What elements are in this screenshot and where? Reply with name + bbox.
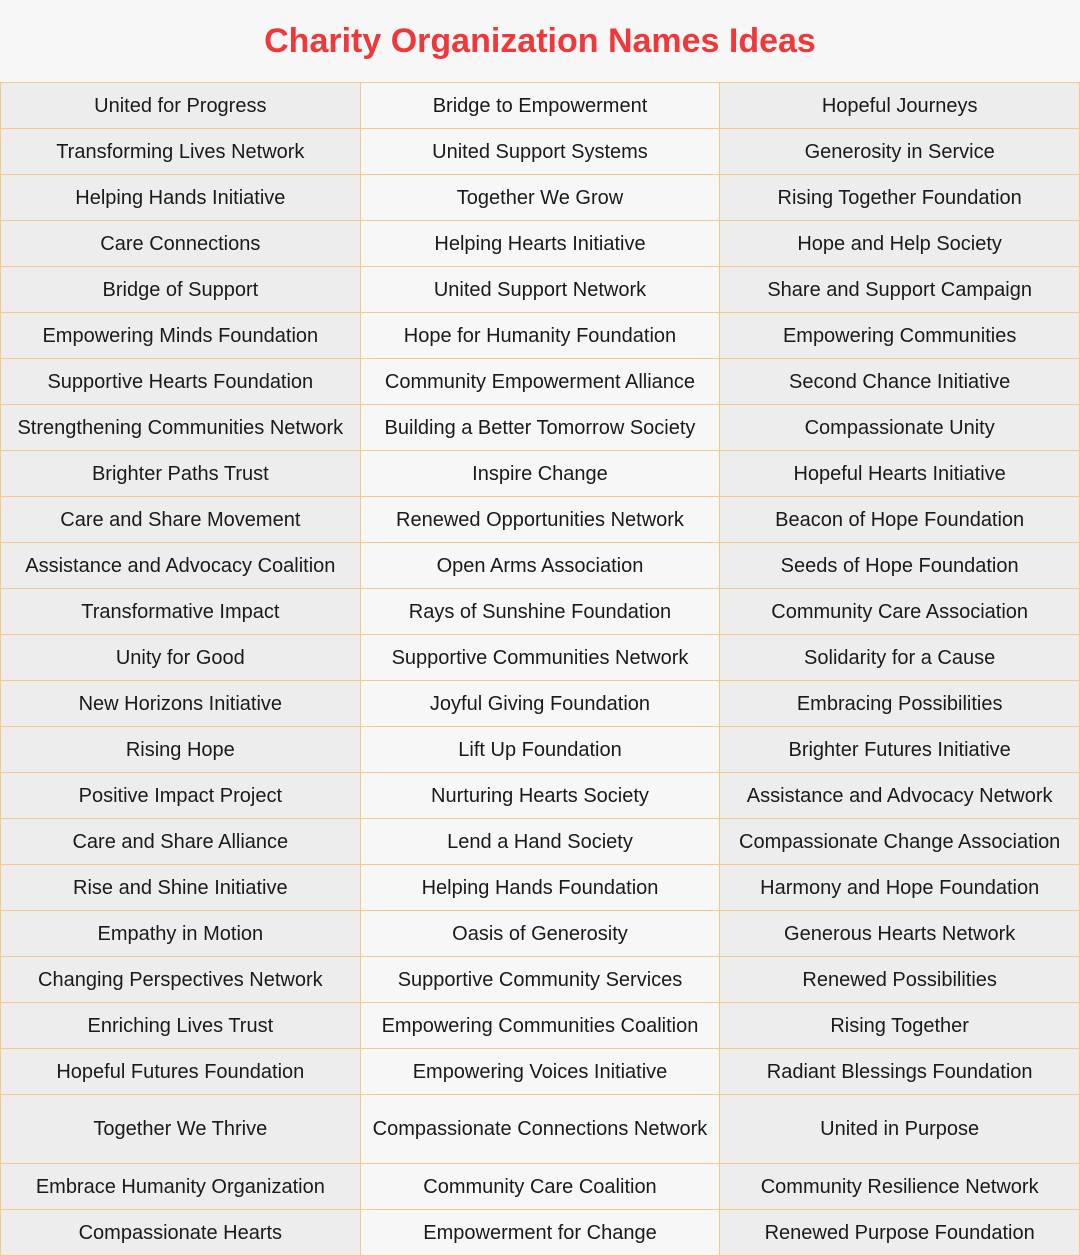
names-table	[0, 82, 1080, 1256]
table-cell: United Support Systems	[360, 129, 720, 175]
table-cell: Renewed Possibilities	[720, 957, 1080, 1003]
table-cell: Together We Thrive	[1, 1095, 361, 1164]
table-cell: Rays of Sunshine Foundation	[360, 589, 720, 635]
table-row	[1, 773, 1080, 819]
table-cell: Care and Share Alliance	[1, 819, 361, 865]
table-row	[1, 635, 1080, 681]
table-cell: Renewed Opportunities Network	[360, 497, 720, 543]
table-cell: Nurturing Hearts Society	[360, 773, 720, 819]
table-row	[1, 175, 1080, 221]
table-row	[1, 405, 1080, 451]
table-cell: Enriching Lives Trust	[1, 1003, 361, 1049]
table-cell: Community Care Association	[720, 589, 1080, 635]
table-cell: United for Progress	[1, 83, 361, 129]
table-cell: Transformative Impact	[1, 589, 361, 635]
table-row	[1, 1049, 1080, 1095]
table-row	[1, 1003, 1080, 1049]
table-cell: Hope and Help Society	[720, 221, 1080, 267]
table-row	[1, 267, 1080, 313]
table-cell: Lift Up Foundation	[360, 727, 720, 773]
table-cell: Lend a Hand Society	[360, 819, 720, 865]
table-row	[1, 957, 1080, 1003]
table-cell: Empowering Minds Foundation	[1, 313, 361, 359]
table-cell: Transforming Lives Network	[1, 129, 361, 175]
table-cell: Assistance and Advocacy Coalition	[1, 543, 361, 589]
table-cell: Solidarity for a Cause	[720, 635, 1080, 681]
table-cell: Empowerment for Change	[360, 1210, 720, 1256]
table-cell: Bridge to Empowerment	[360, 83, 720, 129]
table-cell: Empowering Voices Initiative	[360, 1049, 720, 1095]
table-cell: Rising Hope	[1, 727, 361, 773]
table-cell: Brighter Futures Initiative	[720, 727, 1080, 773]
table-cell: Rise and Shine Initiative	[1, 865, 361, 911]
table-cell: Harmony and Hope Foundation	[720, 865, 1080, 911]
table-cell: Empowering Communities Coalition	[360, 1003, 720, 1049]
table-cell: Unity for Good	[1, 635, 361, 681]
table-cell: Generous Hearts Network	[720, 911, 1080, 957]
table-cell: United in Purpose	[720, 1095, 1080, 1164]
table-row	[1, 313, 1080, 359]
table-cell: Helping Hearts Initiative	[360, 221, 720, 267]
table-cell: Open Arms Association	[360, 543, 720, 589]
table-row	[1, 129, 1080, 175]
table-cell: Rising Together Foundation	[720, 175, 1080, 221]
table-cell: Strengthening Communities Network	[1, 405, 361, 451]
table-cell: Seeds of Hope Foundation	[720, 543, 1080, 589]
table-row	[1, 1095, 1080, 1164]
table-row	[1, 359, 1080, 405]
names-table-body	[1, 83, 1080, 1256]
table-cell: Community Care Coalition	[360, 1164, 720, 1210]
table-cell: Compassionate Hearts	[1, 1210, 361, 1256]
table-row	[1, 819, 1080, 865]
table-cell: Rising Together	[720, 1003, 1080, 1049]
table-cell: Renewed Purpose Foundation	[720, 1210, 1080, 1256]
table-cell: Radiant Blessings Foundation	[720, 1049, 1080, 1095]
table-cell: Assistance and Advocacy Network	[720, 773, 1080, 819]
table-cell: Compassionate Unity	[720, 405, 1080, 451]
table-cell: Care and Share Movement	[1, 497, 361, 543]
table-row	[1, 911, 1080, 957]
table-cell: Second Chance Initiative	[720, 359, 1080, 405]
table-cell: Embrace Humanity Organization	[1, 1164, 361, 1210]
table-row	[1, 221, 1080, 267]
table-cell: Community Empowerment Alliance	[360, 359, 720, 405]
table-row	[1, 1164, 1080, 1210]
table-cell: Together We Grow	[360, 175, 720, 221]
table-row	[1, 589, 1080, 635]
table-cell: Empowering Communities	[720, 313, 1080, 359]
page-title: Charity Organization Names Ideas	[0, 0, 1080, 82]
table-row	[1, 83, 1080, 129]
table-row	[1, 1210, 1080, 1256]
table-cell: Hopeful Journeys	[720, 83, 1080, 129]
table-cell: Supportive Hearts Foundation	[1, 359, 361, 405]
table-cell: Inspire Change	[360, 451, 720, 497]
table-cell: Positive Impact Project	[1, 773, 361, 819]
table-cell: Compassionate Change Association	[720, 819, 1080, 865]
table-cell: Building a Better Tomorrow Society	[360, 405, 720, 451]
table-cell: Supportive Communities Network	[360, 635, 720, 681]
table-cell: Helping Hands Initiative	[1, 175, 361, 221]
table-cell: Joyful Giving Foundation	[360, 681, 720, 727]
table-row	[1, 727, 1080, 773]
table-cell: Community Resilience Network	[720, 1164, 1080, 1210]
table-row	[1, 543, 1080, 589]
table-cell: Care Connections	[1, 221, 361, 267]
table-cell: United Support Network	[360, 267, 720, 313]
table-cell: Share and Support Campaign	[720, 267, 1080, 313]
table-row	[1, 451, 1080, 497]
table-cell: Brighter Paths Trust	[1, 451, 361, 497]
table-cell: Helping Hands Foundation	[360, 865, 720, 911]
table-row	[1, 865, 1080, 911]
table-cell: Compassionate Connections Network	[360, 1095, 720, 1164]
table-cell: Empathy in Motion	[1, 911, 361, 957]
table-cell: Generosity in Service	[720, 129, 1080, 175]
table-cell: Beacon of Hope Foundation	[720, 497, 1080, 543]
table-cell: Supportive Community Services	[360, 957, 720, 1003]
table-cell: Hopeful Futures Foundation	[1, 1049, 361, 1095]
table-cell: Oasis of Generosity	[360, 911, 720, 957]
table-cell: Embracing Possibilities	[720, 681, 1080, 727]
table-cell: Hope for Humanity Foundation	[360, 313, 720, 359]
table-cell: New Horizons Initiative	[1, 681, 361, 727]
table-row	[1, 497, 1080, 543]
table-row	[1, 681, 1080, 727]
table-cell: Hopeful Hearts Initiative	[720, 451, 1080, 497]
table-cell: Bridge of Support	[1, 267, 361, 313]
table-cell: Changing Perspectives Network	[1, 957, 361, 1003]
